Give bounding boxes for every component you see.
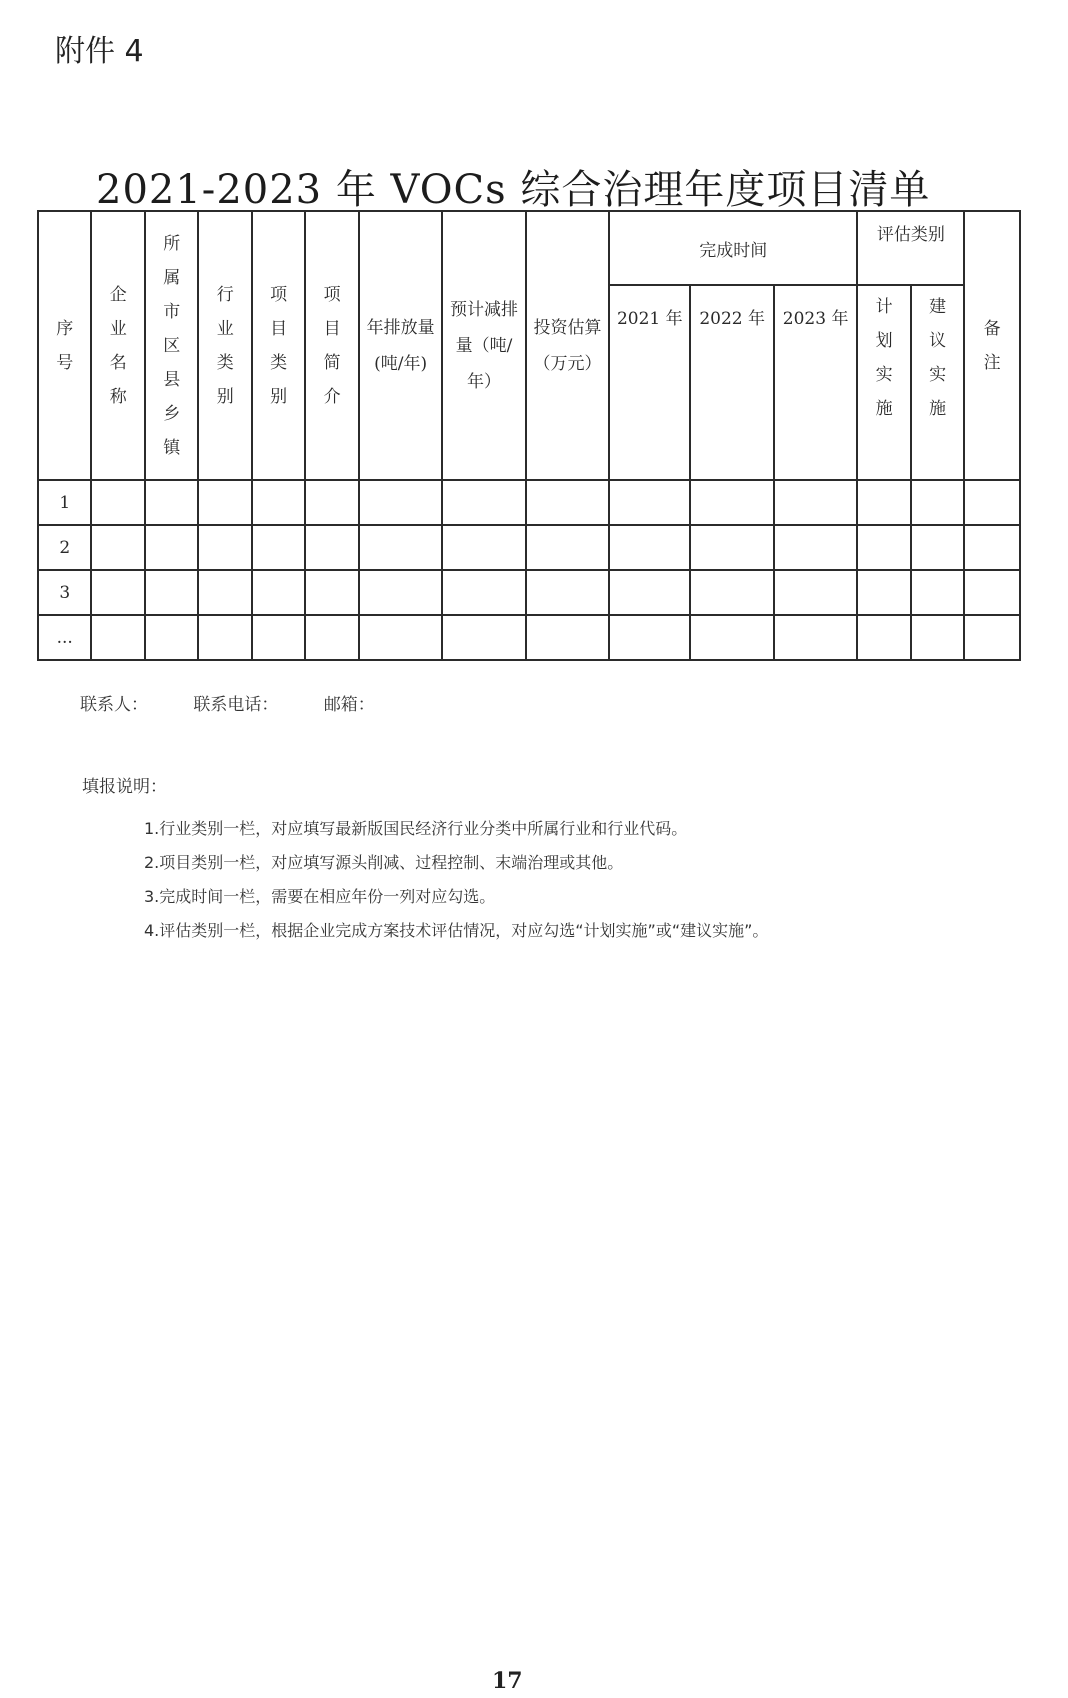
header-company: 企业名称 <box>91 211 144 480</box>
header-investment: 投资估算（万元） <box>526 211 609 480</box>
header-annual-emission: 年排放量(吨/年) <box>359 211 442 480</box>
header-planned: 计划实施 <box>857 285 910 480</box>
notes-heading: 填报说明： <box>82 777 167 797</box>
header-seq: 序号 <box>38 211 91 480</box>
table-row <box>38 570 1020 615</box>
header-row-1 <box>38 211 1020 285</box>
table-row <box>38 525 1020 570</box>
row-seq: 1 <box>38 480 91 525</box>
note-item: 2.项目类别一栏，对应填写源头削减、过程控制、末端治理或其他。 <box>144 853 624 872</box>
row-seq: ... <box>38 615 91 660</box>
header-district: 所属市区县乡镇 <box>145 211 198 480</box>
table-row <box>38 480 1020 525</box>
header-project-intro: 项目简介 <box>305 211 358 480</box>
project-list-table <box>37 210 1021 661</box>
page-number: 17 <box>492 1668 523 1694</box>
note-item: 1.行业类别一栏，对应填写最新版国民经济行业分类中所属行业和行业代码。 <box>144 819 688 838</box>
header-year-2021: 2021 年 <box>609 285 690 480</box>
header-year-2022: 2022 年 <box>690 285 773 480</box>
header-suggested: 建议实施 <box>911 285 964 480</box>
header-year-2023: 2023 年 <box>774 285 857 480</box>
note-item: 4.评估类别一栏，根据企业完成方案技术评估情况，对应勾选“计划实施”或“建议实施”。 <box>144 921 769 940</box>
header-completion-time: 完成时间 <box>609 211 857 285</box>
header-remarks: 备注 <box>964 211 1020 480</box>
notes-list <box>144 812 768 948</box>
document-title: 2021-2023 年 VOCs 综合治理年度项目清单 <box>96 167 931 213</box>
row-seq: 2 <box>38 525 91 570</box>
contact-info <box>80 690 415 715</box>
contact-phone-label: 联系电话： <box>193 695 279 715</box>
row-seq: 3 <box>38 570 91 615</box>
attachment-label: 附件 4 <box>55 34 144 69</box>
note-item: 3.完成时间一栏，需要在相应年份一列对应勾选。 <box>144 887 496 906</box>
header-assessment: 评估类别 <box>857 211 964 285</box>
table-row <box>38 615 1020 660</box>
header-project-type: 项目类别 <box>252 211 305 480</box>
header-industry: 行业类别 <box>198 211 251 480</box>
contact-person-label: 联系人： <box>80 695 148 715</box>
header-expected-reduction: 预计减排量（吨/年） <box>442 211 525 480</box>
contact-email-label: 邮箱： <box>323 695 375 715</box>
